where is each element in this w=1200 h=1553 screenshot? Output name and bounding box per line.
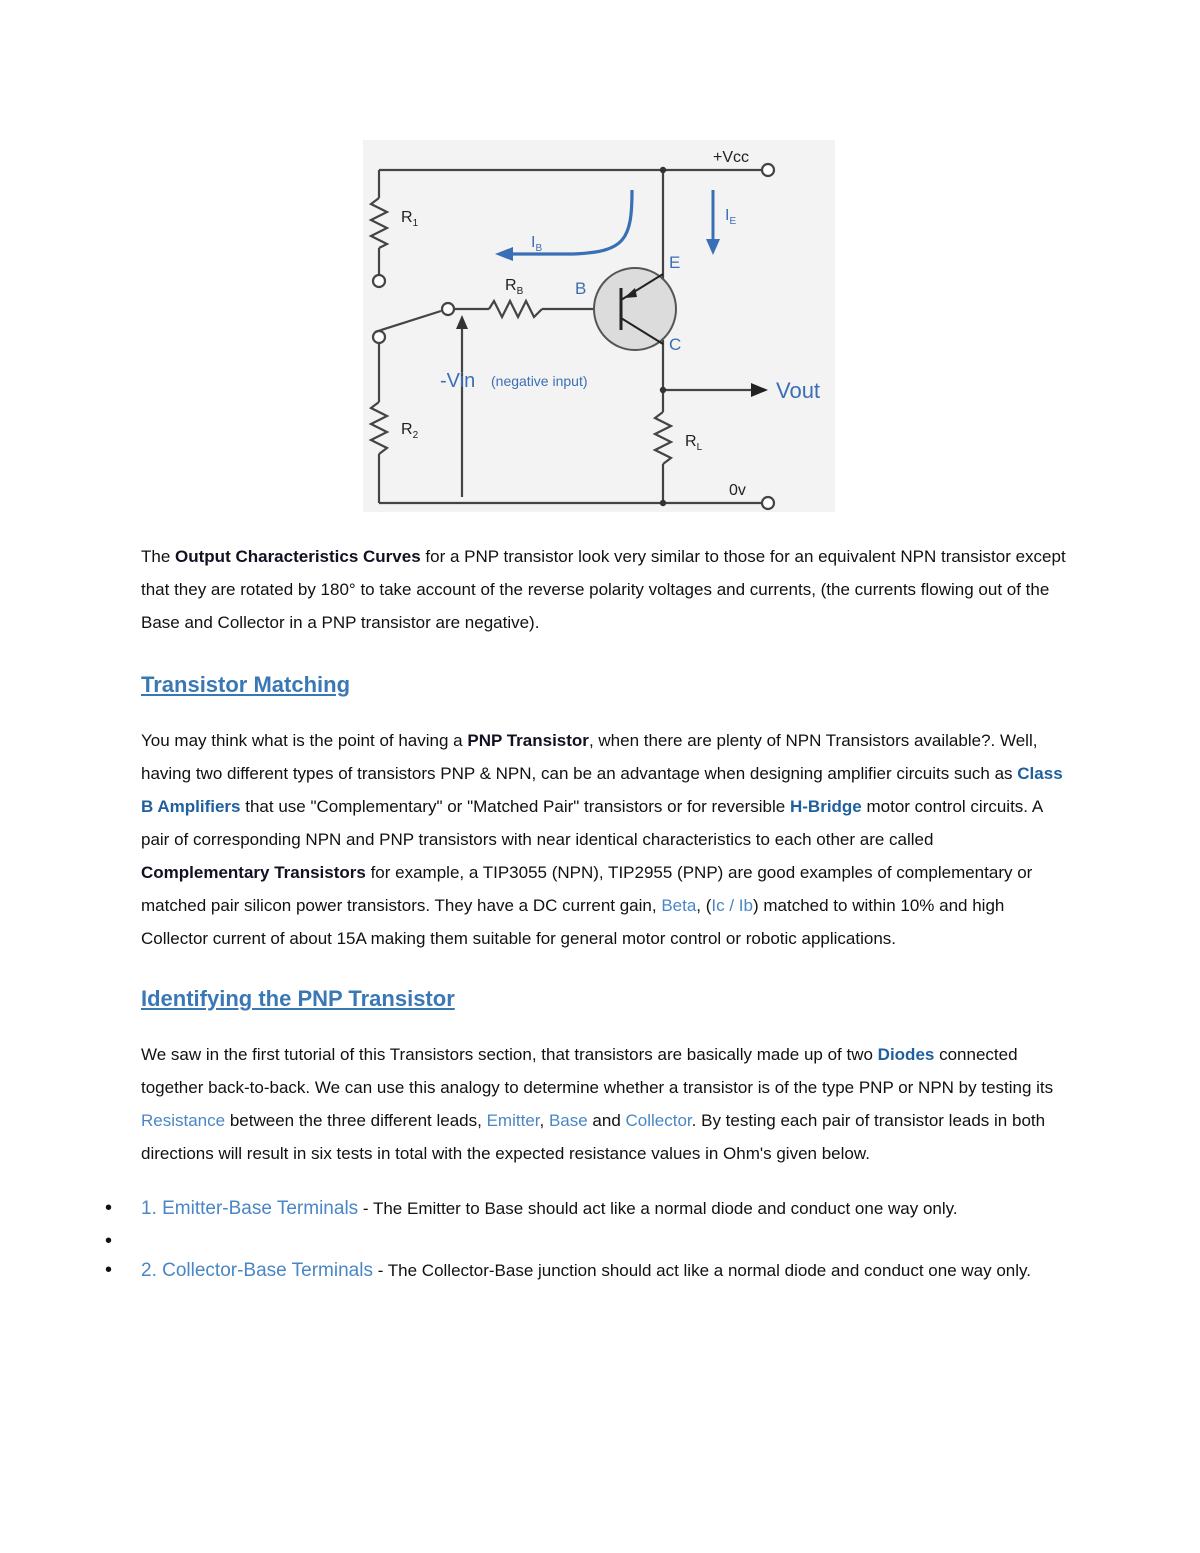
identifying-paragraph — [141, 1038, 1066, 1170]
ib-label: $I_B$ — [531, 234, 543, 254]
diodes-link[interactable]: Diodes — [877, 1045, 935, 1064]
text: motor control circuits. A pair of corresponding NPN and PNP transistors with near identical characteristics to each other are called — [141, 797, 1043, 849]
beta-link[interactable]: Beta — [661, 896, 697, 915]
emitter-base-terminals-label: 1. Emitter-Base Terminals — [141, 1198, 359, 1219]
bold-term: Output Characteristics Curves — [175, 547, 421, 566]
vcc-label: +Vcc — [713, 149, 750, 166]
rb-label: $R_B$ — [505, 277, 524, 297]
text: connected together back-to-back. We can use this analogy to determine whether a transistor is of the type PNP or NPN by testing its — [141, 1045, 1054, 1097]
r2-resistor — [371, 402, 387, 454]
circuit-svg — [363, 140, 835, 512]
text: , when there are plenty of NPN Transistors available?. Well, having two different types of transistors PNP & NPN, can be an advantage when designing amplifier circuits such as — [141, 731, 1038, 783]
emitter-link[interactable]: Emitter — [486, 1111, 540, 1130]
rl-label: $R_L$ — [685, 433, 703, 453]
heading-identifying-pnp[interactable]: Identifying the PNP Transistor — [141, 986, 455, 1011]
vin-arrowhead — [456, 315, 468, 329]
r2-terminal — [373, 331, 385, 343]
text: and — [587, 1111, 626, 1130]
vcc-terminal — [762, 164, 774, 176]
base-link[interactable]: Base — [548, 1111, 588, 1130]
ic-ib-link[interactable]: Ic / Ib — [711, 896, 753, 915]
r2-label: $R_2$ — [401, 421, 419, 441]
ie-arrowhead — [706, 239, 720, 255]
vout-arrowhead — [751, 383, 768, 397]
list-item-text: - The Collector-Base junction should act like a normal diode and conduct one way only. — [372, 1261, 1031, 1280]
text: for example, a TIP3055 (NPN), TIP2955 (PNP) are good examples of complementary or matched pair silicon power transistors. They have a DC current gain, — [141, 863, 1033, 915]
text: that use "Complementary" or "Matched Pair" transistors or for reversible — [240, 797, 790, 816]
junction-dot — [660, 167, 666, 173]
vin-label: -Vin — [440, 370, 476, 392]
vout-label: Vout — [776, 378, 821, 403]
text: The — [141, 547, 176, 566]
bullet-icon: • — [105, 1259, 113, 1281]
pnp-transistor-symbol — [594, 268, 676, 350]
collector-label: C — [669, 335, 682, 354]
matching-paragraph — [141, 724, 1066, 955]
article-body — [105, 540, 1066, 1287]
rl-resistor — [655, 412, 671, 464]
rb-resistor — [489, 301, 542, 317]
text: for a PNP transistor look very similar to those for an equivalent NPN transistor except that they are rotated by 180° to take account of the reverse polarity voltages and currents, (the currents flowing out of the Base and Collector in a PNP transistor are negative). — [141, 547, 1066, 632]
r1-label: $R_1$ — [401, 209, 419, 229]
text: between the three different leads, — [225, 1111, 487, 1130]
r1-resistor — [371, 198, 387, 248]
emitter-label: E — [669, 253, 681, 272]
vin-note-label: (negative input) — [491, 373, 588, 389]
zero-volt-label: 0v — [729, 482, 746, 499]
input-terminal — [442, 303, 454, 315]
heading-transistor-matching[interactable]: Transistor Matching — [141, 672, 351, 697]
collector-base-terminals-label: 2. Collector-Base Terminals — [141, 1260, 373, 1281]
terminal-tests-list — [105, 1192, 1066, 1287]
ground-terminal — [762, 497, 774, 509]
list-item-text: - The Emitter to Base should act like a normal diode and conduct one way only. — [358, 1199, 958, 1218]
junction-dot — [660, 500, 666, 506]
text: , ( — [696, 896, 712, 915]
collector-link[interactable]: Collector — [625, 1111, 692, 1130]
resistance-link[interactable]: Resistance — [141, 1111, 226, 1130]
class-b-amplifiers-link[interactable]: Class B Amplifiers — [141, 764, 1063, 816]
r1-terminal — [373, 275, 385, 287]
bold-term: PNP Transistor — [467, 731, 589, 750]
text: We saw in the first tutorial of this Transistors section, that transistors are basically made up of two — [141, 1045, 878, 1064]
bullet-icon: • — [105, 1230, 113, 1252]
h-bridge-link[interactable]: H-Bridge — [789, 797, 862, 816]
list-item-empty — [105, 1225, 1066, 1254]
text: , — [539, 1111, 549, 1130]
ie-label: $I_E$ — [725, 207, 737, 227]
bullet-icon: • — [105, 1197, 113, 1219]
text: ) matched to within 10% and high Collector current of about 15A making them suitable for general motor control or robotic applications. — [141, 896, 1005, 948]
bold-term: Complementary Transistors — [141, 863, 366, 882]
text: You may think what is the point of having a — [141, 731, 468, 750]
output-characteristics-paragraph — [141, 540, 1066, 639]
list-item — [105, 1254, 1066, 1287]
switch-arm — [375, 311, 441, 332]
pnp-circuit-diagram — [363, 140, 835, 512]
text: . By testing each pair of transistor leads in both directions will result in six tests in total with the expected resistance values in Ohm's given below. — [141, 1111, 1046, 1163]
base-label: B — [575, 279, 587, 298]
junction-dot — [660, 387, 666, 393]
list-item — [105, 1192, 1066, 1225]
ib-arrowhead — [495, 247, 513, 261]
